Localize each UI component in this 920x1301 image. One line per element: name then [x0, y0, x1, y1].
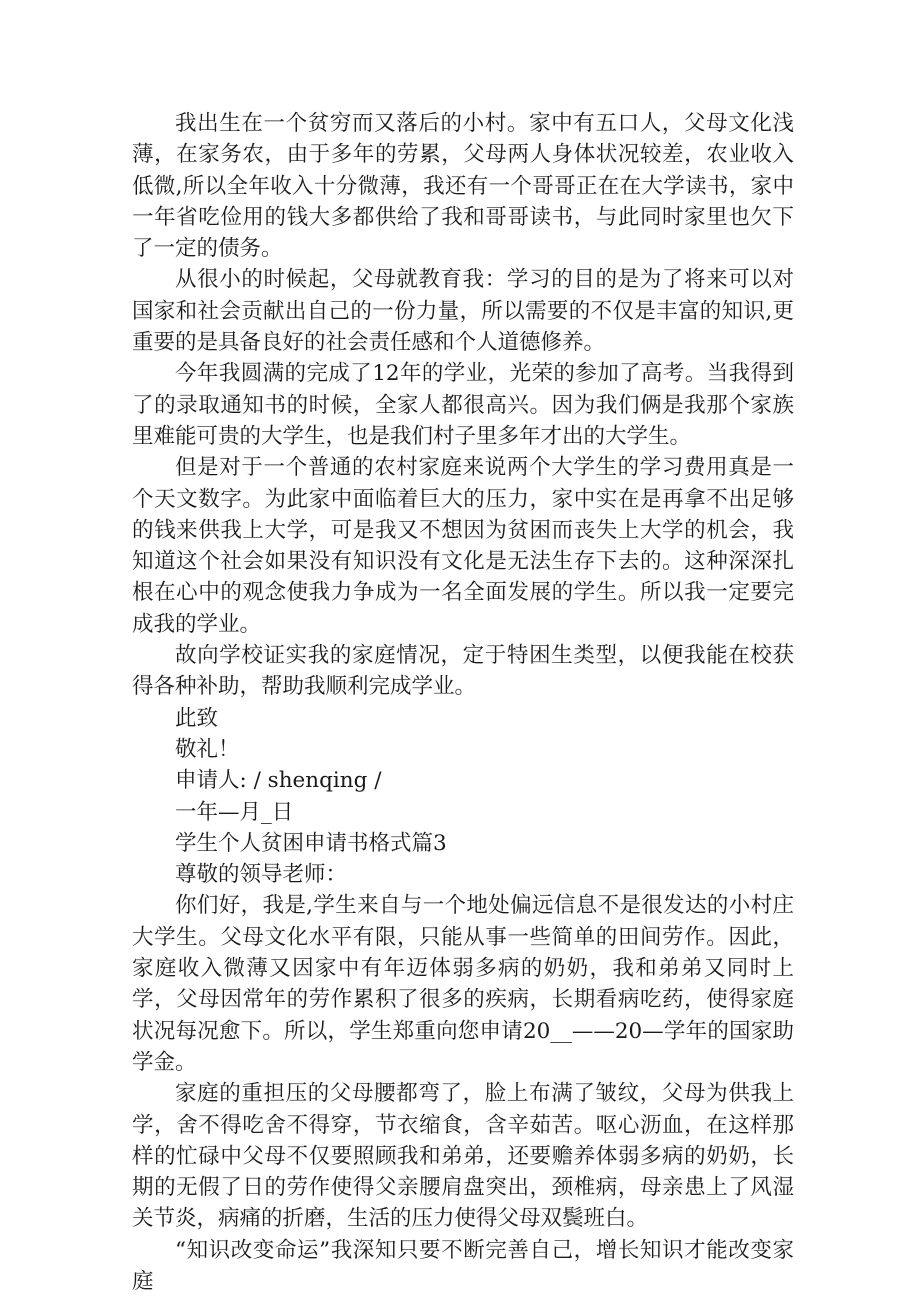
document-body: [132, 108, 794, 1294]
paragraph-request: 故向学校证实我的家庭情况，定于特困生类型，以便我能在校获得各种补助，帮助我顺利完成学业。: [132, 643, 794, 700]
section-title: 学生个人贫困申请书格式篇3: [175, 830, 447, 856]
paragraph-financial-pressure: 但是对于一个普通的农村家庭来说两个大学生的学习费用真是一个天文数字。为此家中面临着巨大的压力，家中实在是再拿不出足够的钱来供我上大学，可是我又不想因为贫困而丧失上大学的机会，我知道这个社会如果没有知识没有文化是无法生存下去的。这种深深扎根在心中的观念使我力争成为一名全面发展的学生。所以我一定要完成我的学业。: [132, 455, 794, 637]
paragraph-knowledge-destiny: “知识改变命运”我深知只要不断完善自己，增长知识才能改变家庭: [132, 1237, 794, 1294]
date-line: 一年—月_日: [175, 799, 294, 825]
closing-jingli: 敬礼！: [175, 736, 240, 762]
paragraph-parents-education: 从很小的时候起，父母就教育我：学习的目的是为了将来可以对国家和社会贡献出自己的一份力量，所以需要的不仅是丰富的知识,更重要的是具备良好的社会责任感和个人道德修养。: [132, 267, 794, 356]
salutation: 尊敬的领导老师：: [175, 862, 348, 888]
paragraph-exam-admission: 今年我圆满的完成了12年的学业，光荣的参加了高考。当我得到了的录取通知书的时候，全家人都很高兴。因为我们俩是我那个家族里难能可贵的大学生，也是我们村子里多年才出的大学生。: [132, 361, 794, 449]
closing-cizhi: 此致: [175, 705, 219, 731]
paragraph-family-burden: 家庭的重担压的父母腰都弯了，脸上布满了皱纹，父母为供我上学，舍不得吃舍不得穿，节衣缩食，含辛茹苦。呕心沥血，在这样那样的忙碌中父母不仅要照顾我和弟弟，还要赡养体弱多病的奶奶，长期的无假了日的劳作使得父亲腰肩盘突出，颈椎病，母亲患上了风湿关节炎，病痛的折磨，生活的压力使得父母双鬓班白。: [132, 1081, 794, 1232]
paragraph-family-background: 我出生在一个贫穷而又落后的小村。家中有五口人，父母文化浅薄，在家务农，由于多年的劳累，父母两人身体状况较差，农业收入低微,所以全年收入十分微薄，我还有一个哥哥正在在大学读书，家中一年省吃俭用的钱大多都供给了我和哥哥读书，与此同时家里也欠下了一定的债务。: [132, 111, 794, 262]
paragraph-greeting-application: 你们好，我是,学生来自与一个地处偏远信息不是很发达的小村庄大学生。父母文化水平有限，只能从事一些简单的田间劳作。因此，家庭收入微薄又因家中有年迈体弱多病的奶奶，我和弟弟又同时上学，父母因常年的劳作累积了很多的疾病，长期看病吃药，使得家庭状况每况愈下。所以，学生郑重向您申请20__——20—学年的国家助学金。: [132, 893, 794, 1075]
applicant-line: 申请人: / shenqing /: [175, 768, 382, 794]
